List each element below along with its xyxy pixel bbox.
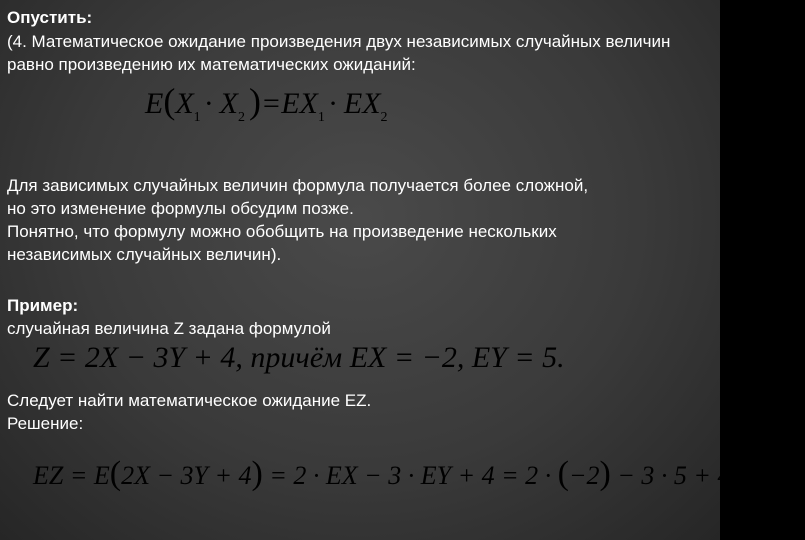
formula-subscript: 1: [317, 110, 325, 125]
formula-operator: ·: [204, 87, 213, 120]
formula-operator: =: [260, 87, 282, 120]
paragraph-expectation-product: (4. Математическое ожидание произведения двух независимых случайных величин равно произведению их математических ожиданий:: [7, 32, 671, 74]
formula-subscript: 2: [237, 110, 245, 125]
solution-label: Решение:: [7, 414, 84, 433]
formula-symbol: EX: [343, 87, 381, 120]
paragraph-dependent-line1: Для зависимых случайных величин формула получается более сложной,: [7, 176, 589, 195]
formula-subscript: 2: [380, 110, 388, 125]
formula-paren: (: [163, 81, 176, 121]
paragraph-dependent-line3: Понятно, что формулу можно обобщить на произведение нескольких: [7, 222, 557, 241]
formula-part: − 3 · 5 + 4 = −15: [610, 461, 805, 490]
formula-symbol: X: [219, 87, 238, 120]
formula-part: −2: [569, 461, 600, 490]
formula-operator: ·: [328, 87, 337, 120]
formula-solution: [33, 455, 805, 493]
formula-z-definition: Z = 2X − 3Y + 4, причём EX = −2, EY = 5.: [33, 341, 565, 374]
formula-part: = 2 · EX − 3 · EY + 4 = 2 ·: [262, 461, 558, 490]
formula-part: EZ = E: [33, 461, 110, 490]
example-heading: Пример:: [7, 296, 79, 315]
formula-symbol: E: [145, 87, 164, 120]
formula-product-expectation: [145, 80, 392, 126]
formula-paren: (: [557, 455, 569, 492]
formula-paren: ): [248, 81, 261, 121]
formula-symbol: X: [175, 87, 194, 120]
formula-paren: ): [251, 455, 263, 492]
formula-symbol: EX: [281, 87, 318, 120]
paragraph-dependent-line2: но это изменение формулы обсудим позже.: [7, 199, 354, 218]
paragraph-dependent-line4: независимых случайных величин).: [7, 245, 282, 264]
formula-part: 2X − 3Y + 4: [121, 461, 252, 490]
formula-paren: (: [109, 455, 122, 492]
omit-heading: Опустить:: [7, 8, 93, 27]
task-line: Следует найти математическое ожидание EZ.: [7, 391, 372, 410]
formula-subscript: 1: [193, 110, 201, 125]
example-line: случайная величина Z задана формулой: [7, 319, 331, 338]
formula-paren: ): [599, 455, 611, 492]
